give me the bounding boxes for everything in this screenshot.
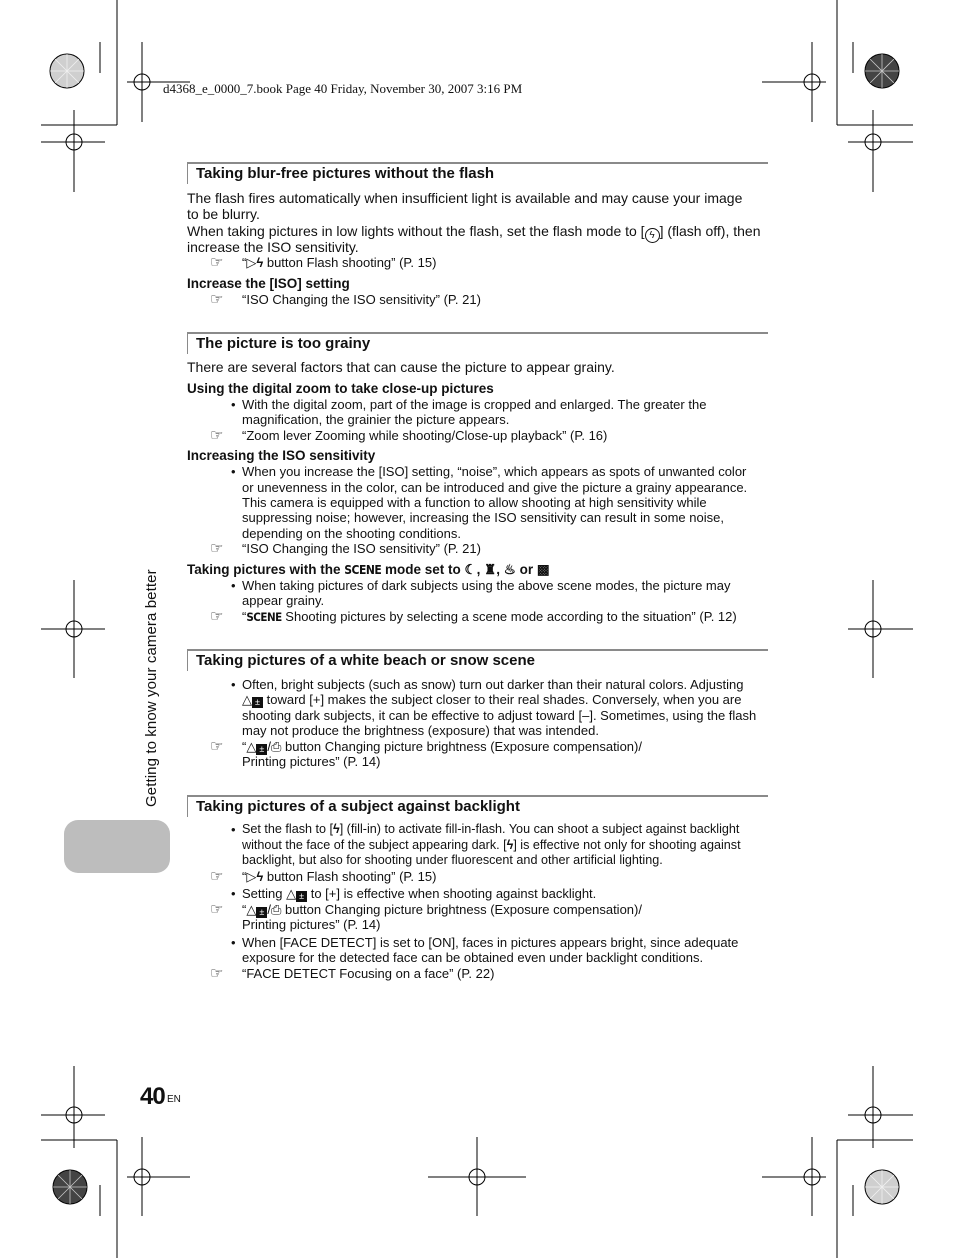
- bullet-text: △ ± toward [+] makes the subject closer to their real shades. Conversely, when you are: [242, 692, 742, 707]
- bullet: •: [231, 464, 236, 479]
- paragraph-line: There are several factors that can cause the picture to appear grainy.: [187, 359, 615, 375]
- exposure-comp-icon: ±: [252, 697, 263, 708]
- paragraph-line: The flash fires automatically when insufficient light is available and may cause your image: [187, 190, 743, 206]
- side-chapter-label: Getting to know your camera better: [143, 569, 160, 807]
- bullet-text: without the face of the subject appearing dark. [ϟ] is effective not only for shooting against: [242, 838, 741, 852]
- bullet-text: depending on the shooting conditions.: [242, 526, 462, 541]
- bullet-text: When [FACE DETECT] is set to [ON], faces in pictures appears bright, since adequate: [242, 935, 739, 950]
- side-tab-marker: [64, 820, 170, 873]
- bullet-text: When taking pictures of dark subjects using the above scene modes, the picture may: [242, 578, 731, 593]
- bullet: •: [231, 677, 236, 692]
- reference-link[interactable]: “▷ϟ button Flash shooting” (P. 15): [242, 869, 437, 884]
- flash-off-icon: ϟ: [645, 228, 660, 243]
- candle-icon: ♨: [503, 562, 516, 577]
- subheading: Taking pictures with the SCENE mode set to ☾, ♜, ♨ or ▩: [187, 562, 550, 577]
- reference-icon: ☞: [210, 738, 224, 755]
- section-heading-blur-free: [187, 162, 768, 184]
- page-number: 40: [140, 1083, 165, 1110]
- paragraph-line: increase the ISO sensitivity.: [187, 239, 359, 255]
- bullet-text: With the digital zoom, part of the image is cropped and enlarged. The greater the: [242, 397, 707, 412]
- paragraph-line: to be blurry.: [187, 206, 260, 222]
- bullet-text: suppressing noise; however, increasing the ISO sensitivity can result in some noise,: [242, 510, 724, 525]
- exposure-up-icon: △: [242, 692, 252, 707]
- bullet-text: When you increase the [ISO] setting, “noise”, which appears as spots of unwanted color: [242, 464, 747, 479]
- flash-fill-in-icon: ϟ: [333, 822, 340, 836]
- section-heading-grainy: [187, 332, 768, 354]
- reference-icon: ☞: [210, 427, 224, 444]
- fireworks-icon: ▩: [536, 562, 550, 577]
- exposure-up-icon: △: [246, 902, 257, 917]
- bullet-text: magnification, the grainier the picture appears.: [242, 412, 510, 427]
- reference-icon: ☞: [210, 291, 224, 308]
- subheading: Increasing the ISO sensitivity: [187, 448, 376, 463]
- bullet: •: [231, 578, 236, 593]
- flash-fill-in-icon: ϟ: [506, 838, 514, 852]
- section-title: Taking pictures of a subject against backlight: [196, 798, 520, 815]
- reference-link[interactable]: “▷ϟ button Flash shooting” (P. 15): [242, 255, 437, 270]
- book-info: d4368_e_0000_7.book Page 40 Friday, November 30, 2007 3:16 PM: [163, 81, 523, 96]
- scene-mode-label: SCENE: [246, 610, 282, 624]
- bullet-text: may not produce the brightness (exposure) that was intended.: [242, 723, 599, 738]
- reference-icon: ☞: [210, 254, 224, 271]
- section-heading-snow-scene: [187, 649, 768, 671]
- section-heading-backlight: [187, 795, 768, 817]
- flash-icon: ϟ: [256, 869, 264, 884]
- section-title: Taking blur-free pictures without the flash: [196, 165, 495, 182]
- bullet-text: exposure for the detected face can be obtained even under backlight conditions.: [242, 950, 704, 965]
- reference-link[interactable]: “SCENE Shooting pictures by selecting a scene mode according to the situation” (P. 12): [242, 609, 737, 624]
- indoor-icon: ♜: [484, 562, 497, 577]
- print-icon: ⎙: [270, 739, 282, 754]
- subheading: Increase the [ISO] setting: [187, 276, 350, 291]
- reference-link[interactable]: Printing pictures” (P. 14): [242, 917, 381, 932]
- reference-icon: ☞: [210, 868, 224, 885]
- reference-link[interactable]: “△ ± /⎙ button Changing picture brightness (Exposure compensation)/: [242, 902, 642, 917]
- bullet-text: Setting △ ± to [+] is effective when shooting against backlight.: [242, 886, 597, 901]
- exposure-comp-icon: ±: [256, 744, 267, 755]
- reference-icon: ☞: [210, 540, 224, 557]
- exposure-comp-icon: ±: [296, 891, 307, 902]
- exposure-up-icon: △: [246, 739, 257, 754]
- bullet: •: [231, 397, 236, 412]
- reference-icon: ☞: [210, 608, 224, 625]
- exposure-up-icon: △: [286, 886, 297, 901]
- play-triangle-icon: ▷: [246, 255, 257, 270]
- section-title: The picture is too grainy: [196, 335, 371, 352]
- play-triangle-icon: ▷: [246, 869, 257, 884]
- page-language: EN: [167, 1094, 181, 1105]
- bullet-text: Set the flash to [ϟ] (fill-in) to activate fill-in-flash. You can shoot a subject against backlight: [242, 822, 740, 836]
- night-portrait-icon: ☾: [464, 562, 477, 577]
- bullet-text: or unevenness in the color, can be introduced and give the picture a grainy appearance.: [242, 480, 748, 495]
- section-title: Taking pictures of a white beach or snow scene: [196, 652, 535, 669]
- scene-mode-label: SCENE: [344, 563, 382, 577]
- reference-link[interactable]: “FACE DETECT Focusing on a face” (P. 22): [242, 966, 495, 981]
- reference-link[interactable]: Printing pictures” (P. 14): [242, 754, 381, 769]
- reference-icon: ☞: [210, 965, 224, 982]
- reference-link[interactable]: “△ ± /⎙ button Changing picture brightness (Exposure compensation)/: [242, 739, 642, 754]
- bullet: •: [231, 822, 236, 837]
- subheading: Using the digital zoom to take close-up pictures: [187, 381, 494, 396]
- reference-link[interactable]: “Zoom lever Zooming while shooting/Close-up playback” (P. 16): [242, 428, 608, 443]
- flash-icon: ϟ: [256, 255, 264, 270]
- bullet-text: This camera is equipped with a function to allow shooting at high sensitivity while: [242, 495, 707, 510]
- bullet: •: [231, 935, 236, 950]
- print-icon: ⎙: [270, 902, 282, 917]
- exposure-comp-icon: ±: [256, 907, 267, 918]
- bullet-text: Often, bright subjects (such as snow) turn out darker than their natural colors. Adjusting: [242, 677, 744, 692]
- bullet-text: shooting dark subjects, it can be effective to adjust toward [–]. Sometimes, using the flash: [242, 708, 757, 723]
- paragraph-line: When taking pictures in low lights without the flash, set the flash mode to [ ϟ ] (flash off), then: [187, 223, 761, 241]
- bullet: •: [231, 886, 236, 901]
- bullet-text: backlight, but also for shooting under fluorescent and other artificial lighting.: [242, 853, 663, 867]
- reference-icon: ☞: [210, 901, 224, 918]
- reference-link[interactable]: “ISO Changing the ISO sensitivity” (P. 21): [242, 541, 481, 556]
- reference-link[interactable]: “ISO Changing the ISO sensitivity” (P. 21): [242, 292, 481, 307]
- bullet-text: appear grainy.: [242, 593, 325, 608]
